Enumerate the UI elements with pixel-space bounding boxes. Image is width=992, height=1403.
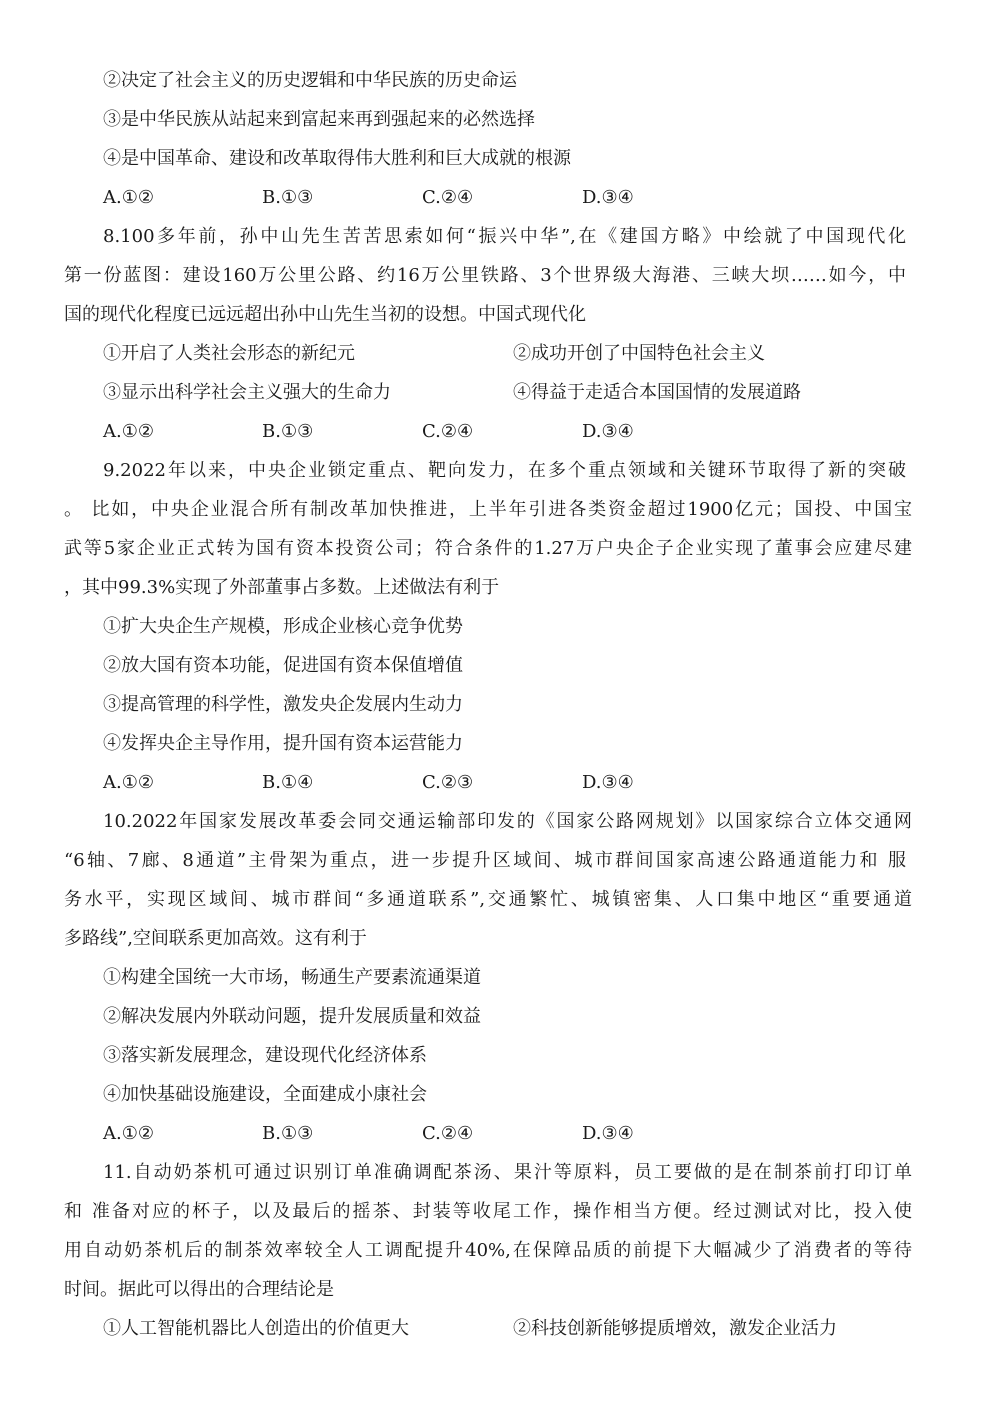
- q7-item-3: ③是中华民族从站起来到富起来再到强起来的必然选择: [103, 109, 535, 130]
- q8-item-4: ④得益于走适合本国国情的发展道路: [513, 382, 801, 403]
- q9-option-c: C.②③: [422, 772, 474, 793]
- q8-item-2: ②成功开创了中国特色社会主义: [513, 343, 765, 364]
- q7-option-d: D.③④: [582, 187, 634, 208]
- q9-stem-line-3: 武等5家企业正式转为国有资本投资公司；符合条件的1.27万户央企子企业实现了董事会应建尽建: [64, 538, 912, 559]
- q9-item-2: ②放大国有资本功能，促进国有资本保值增值: [103, 655, 463, 676]
- q8-option-c: C.②④: [422, 421, 474, 442]
- q10-stem-line-4: 多路线”,空间联系更加高效。这有利于: [64, 928, 367, 949]
- q10-item-4: ④加快基础设施建设，全面建成小康社会: [103, 1084, 427, 1105]
- q9-option-a: A.①②: [103, 772, 154, 793]
- q7-option-a: A.①②: [103, 187, 154, 208]
- q11-stem-line-1: 11.自动奶茶机可通过识别订单准确调配茶汤、果汁等原料，员工要做的是在制茶前打印订单: [103, 1162, 912, 1183]
- q7-option-b: B.①③: [262, 187, 314, 208]
- q10-option-a: A.①②: [103, 1123, 154, 1144]
- q10-option-d: D.③④: [582, 1123, 634, 1144]
- q9-option-d: D.③④: [582, 772, 634, 793]
- q11-stem-line-4: 时间。据此可以得出的合理结论是: [64, 1279, 334, 1300]
- q9-stem-line-2: 。 比如，中央企业混合所有制改革加快推进，上半年引进各类资金超过1900亿元；国投、中国宝: [64, 499, 912, 520]
- q11-stem-line-3: 用自动奶茶机后的制茶效率较全人工调配提升40%,在保障品质的前提下大幅减少了消费者的等待: [64, 1240, 912, 1261]
- q9-item-1: ①扩大央企生产规模，形成企业核心竞争优势: [103, 616, 463, 637]
- q8-stem-line-3: 国的现代化程度已远远超出孙中山先生当初的设想。中国式现代化: [64, 304, 586, 325]
- q9-stem-line-4: ，其中99.3%实现了外部董事占多数。上述做法有利于: [64, 577, 500, 598]
- q10-option-b: B.①③: [262, 1123, 314, 1144]
- q11-item-1: ①人工智能机器比人创造出的价值更大: [103, 1318, 409, 1339]
- q7-option-c: C.②④: [422, 187, 474, 208]
- q10-stem-line-3: 务水平，实现区域间、城市群间“多通道联系”,交通繁忙、城镇密集、人口集中地区“重要通道: [64, 889, 912, 910]
- q8-stem-line-2: 第一份蓝图：建设160万公里公路、约16万公里铁路、3个世界级大海港、三峡大坝……如今，中: [64, 265, 906, 286]
- q8-item-3: ③显示出科学社会主义强大的生命力: [103, 382, 391, 403]
- q10-item-2: ②解决发展内外联动问题，提升发展质量和效益: [103, 1006, 481, 1027]
- q11-item-2: ②科技创新能够提质增效，激发企业活力: [513, 1318, 837, 1339]
- q10-item-1: ①构建全国统一大市场，畅通生产要素流通渠道: [103, 967, 481, 988]
- q7-item-4: ④是中国革命、建设和改革取得伟大胜利和巨大成就的根源: [103, 148, 571, 169]
- q11-stem-line-2: 和 准备对应的杯子，以及最后的摇茶、封装等收尾工作，操作相当方便。经过测试对比，投入使: [64, 1201, 912, 1222]
- q10-option-c: C.②④: [422, 1123, 474, 1144]
- q9-item-3: ③提高管理的科学性，激发央企发展内生动力: [103, 694, 463, 715]
- q9-option-b: B.①④: [262, 772, 314, 793]
- q8-stem-line-1: 8.100多年前，孙中山先生苦苦思索如何“振兴中华”,在《建国方略》中绘就了中国现代化: [103, 226, 906, 247]
- q8-option-d: D.③④: [582, 421, 634, 442]
- q10-item-3: ③落实新发展理念，建设现代化经济体系: [103, 1045, 427, 1066]
- q7-item-2: ②决定了社会主义的历史逻辑和中华民族的历史命运: [103, 70, 517, 91]
- q9-stem-line-1: 9.2022年以来，中央企业锁定重点、靶向发力，在多个重点领域和关键环节取得了新的突破: [103, 460, 906, 481]
- q10-stem-line-2: “6轴、7廊、8通道”主骨架为重点，进一步提升区域间、城市群间国家高速公路通道能力和 服: [64, 850, 906, 871]
- q8-option-a: A.①②: [103, 421, 154, 442]
- q9-item-4: ④发挥央企主导作用，提升国有资本运营能力: [103, 733, 463, 754]
- q8-item-1: ①开启了人类社会形态的新纪元: [103, 343, 355, 364]
- q8-option-b: B.①③: [262, 421, 314, 442]
- q10-stem-line-1: 10.2022年国家发展改革委会同交通运输部印发的《国家公路网规划》以国家综合立体交通网: [103, 811, 912, 832]
